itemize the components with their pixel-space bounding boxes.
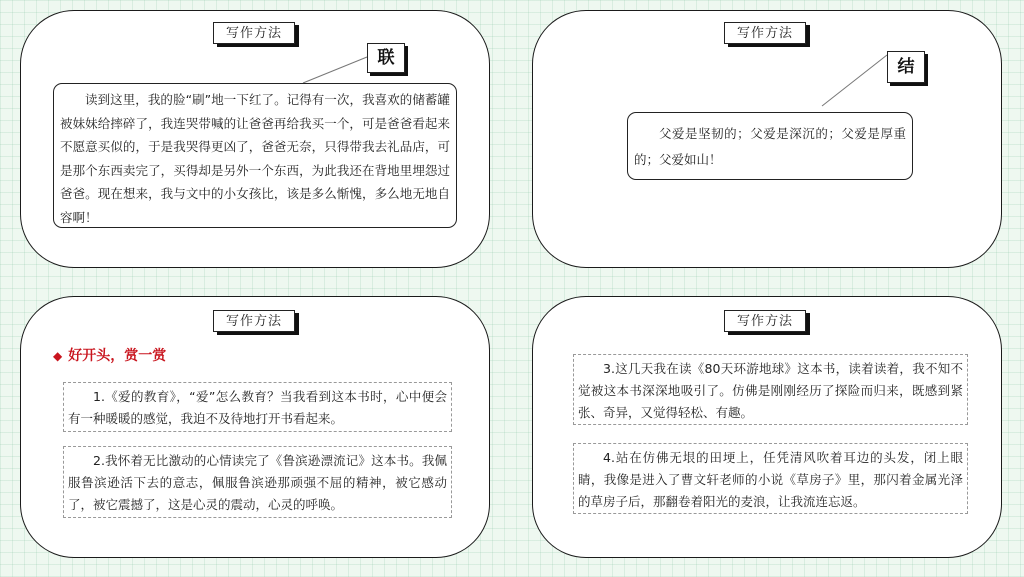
diamond-bullet-icon: ◆ bbox=[53, 349, 63, 363]
tag-writing-method: 写作方法 bbox=[213, 22, 295, 44]
marker-jie: 结 bbox=[887, 51, 925, 83]
example-item: 2.我怀着无比激动的心情读完了《鲁滨逊漂流记》这本书。我佩服鲁滨逊活下去的意志，佩服鲁滨逊那顽强不屈的精神，被它感动了，被它震撼了，这是心灵的震动，心灵的呼唤。 bbox=[63, 446, 452, 518]
example-item: 4.站在仿佛无垠的田埂上，任凭清风吹着耳边的头发，闭上眼睛，我像是进入了曹文轩老师的小说《草房子》里，那闪着金属光泽的草房子后，那翻卷着阳光的麦浪，让我流连忘返。 bbox=[573, 443, 968, 514]
paragraph-text: 父爱是坚韧的；父爱是深沉的；父爱是厚重的；父爱如山！ bbox=[627, 112, 913, 180]
example-item: 3.这几天我在读《80天环游地球》这本书，读着读着，我不知不觉被这本书深深地吸引了。仿佛是刚刚经历了探险而归来，既感到紧张、奇异，又觉得轻松、有趣。 bbox=[573, 354, 968, 425]
heading-text: 好开头，赏一赏 bbox=[68, 348, 167, 364]
panel-bottom-right bbox=[532, 296, 1002, 558]
paragraph-text: 读到这里，我的脸“刷”地一下红了。记得有一次，我喜欢的储蓄罐被妹妹给摔碎了，我连哭带喊的让爸爸再给我买一个，可是爸爸看起来不愿意买似的，于是我哭得更凶了，爸爸无奈，只得带我去礼品店，可是那个东西卖完了，买得却是另外一个东西，为此我还在背地里埋怨过爸爸。现在想来，我与文中的小女孩比，该是多么惭愧，多么地无地自容啊！ bbox=[53, 83, 457, 228]
tag-writing-method: 写作方法 bbox=[724, 22, 806, 44]
tag-writing-method: 写作方法 bbox=[213, 310, 295, 332]
panel-top-left bbox=[20, 10, 490, 268]
example-item: 1.《爱的教育》，“爱”怎么教育？当我看到这本书时，心中便会有一种暖暖的感觉，我迫不及待地打开书看起来。 bbox=[63, 382, 452, 432]
tag-writing-method: 写作方法 bbox=[724, 310, 806, 332]
panel-bottom-left bbox=[20, 296, 490, 558]
panel-top-right bbox=[532, 10, 1002, 268]
marker-lian: 联 bbox=[367, 43, 405, 73]
section-heading bbox=[53, 345, 166, 365]
